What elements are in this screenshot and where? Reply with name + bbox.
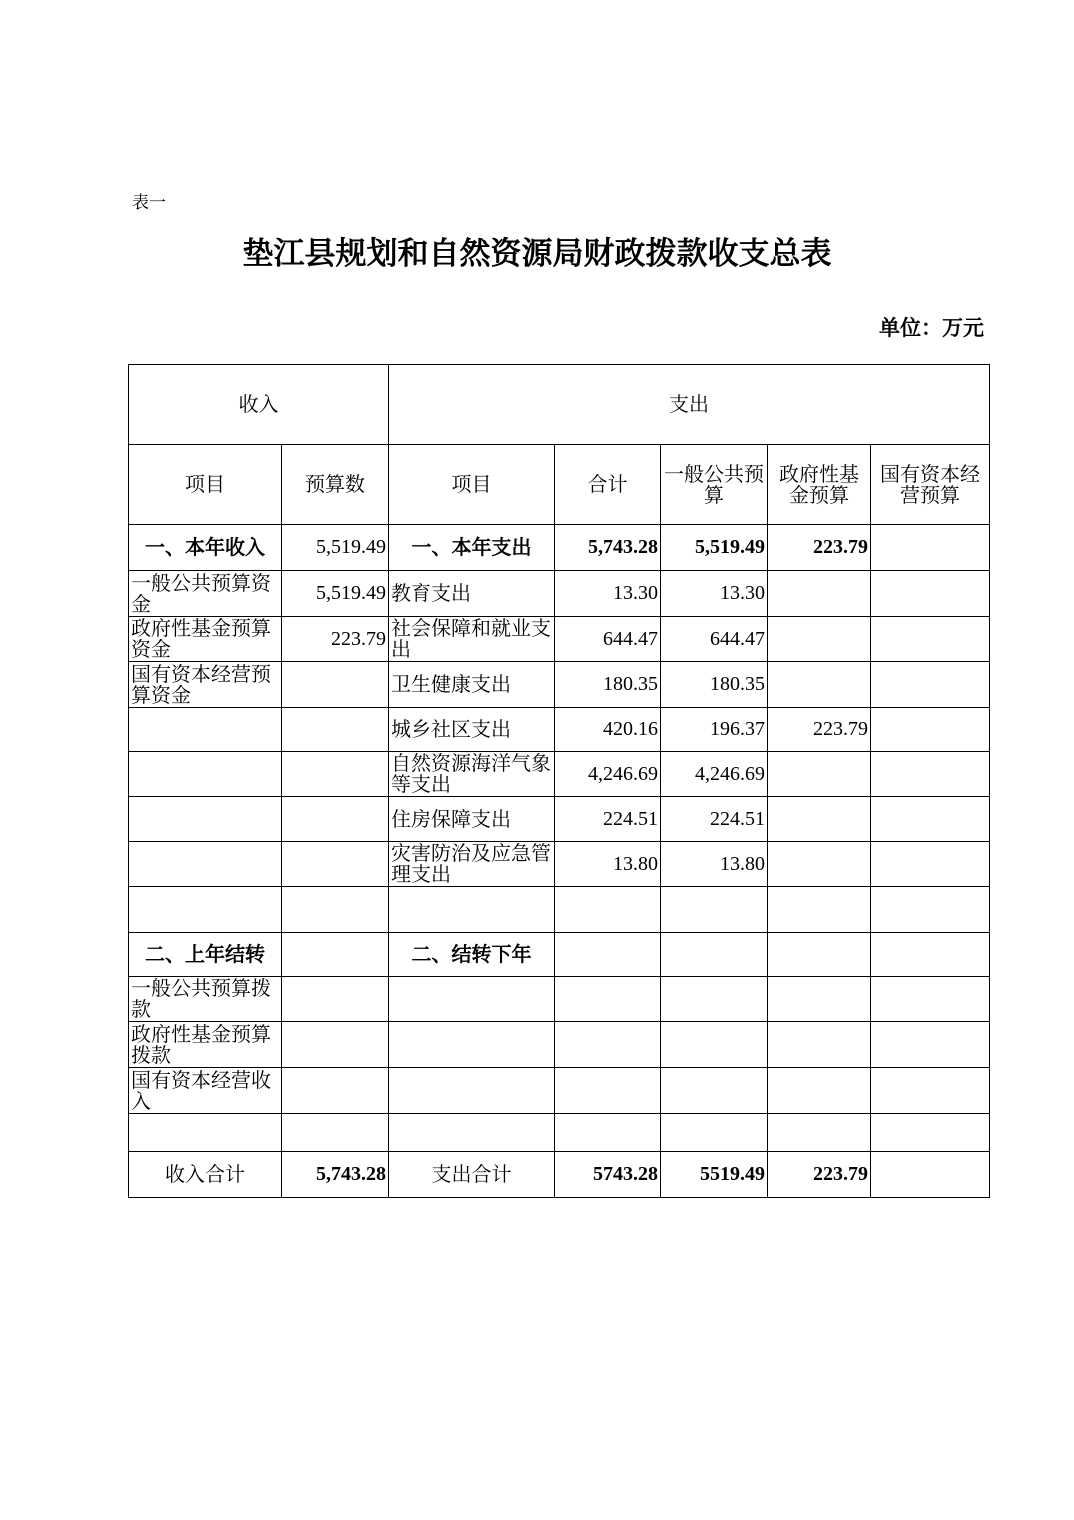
expense-total-cell: 180.35 — [555, 662, 661, 708]
expense-item-cell: 教育支出 — [389, 571, 555, 617]
expense-item-cell: 社会保障和就业支出 — [389, 617, 555, 662]
expense-total-cell: 5,743.28 — [555, 525, 661, 571]
expense-item-cell — [389, 977, 555, 1022]
expense-item-cell — [389, 1068, 555, 1114]
expense-total-cell — [555, 1022, 661, 1068]
income-item-cell — [129, 1114, 282, 1152]
income-value-cell — [282, 662, 389, 708]
expense-general-cell — [661, 933, 768, 977]
income-value-cell — [282, 1068, 389, 1114]
expense-total-cell: 420.16 — [555, 708, 661, 752]
income-value-cell — [282, 752, 389, 797]
expense-total-cell: 13.80 — [555, 842, 661, 887]
expense-total-label: 支出合计 — [389, 1152, 555, 1198]
table-row — [129, 752, 990, 797]
income-total-label: 收入合计 — [129, 1152, 282, 1198]
expense-total-cell: 4,246.69 — [555, 752, 661, 797]
income-value-cell: 5,519.49 — [282, 571, 389, 617]
table-row — [129, 525, 990, 571]
expense-total-cell — [555, 977, 661, 1022]
budget-table — [128, 364, 990, 1198]
expense-total-general: 5519.49 — [661, 1152, 768, 1198]
expense-total-cell — [555, 933, 661, 977]
income-item-cell — [129, 797, 282, 842]
col-header-item: 项目 — [129, 445, 282, 525]
totals-row — [129, 1152, 990, 1198]
table-header-row — [129, 365, 990, 445]
income-item-cell: 政府性基金预算拨款 — [129, 1022, 282, 1068]
expense-state-cell — [871, 887, 990, 933]
income-item-cell: 一般公共预算资金 — [129, 571, 282, 617]
income-value-cell: 5,519.49 — [282, 525, 389, 571]
col-header-general: 一般公共预算 — [661, 445, 768, 525]
table-row — [129, 617, 990, 662]
income-item-cell: 一、本年收入 — [129, 525, 282, 571]
expense-fund-cell — [768, 662, 871, 708]
expense-item-cell: 自然资源海洋气象等支出 — [389, 752, 555, 797]
income-item-cell: 二、上年结转 — [129, 933, 282, 977]
expense-fund-cell — [768, 752, 871, 797]
expense-item-cell: 二、结转下年 — [389, 933, 555, 977]
column-header-row — [129, 445, 990, 525]
expense-state-cell — [871, 662, 990, 708]
table-row — [129, 1022, 990, 1068]
expense-state-cell — [871, 842, 990, 887]
expense-state-cell — [871, 977, 990, 1022]
expense-item-cell: 住房保障支出 — [389, 797, 555, 842]
table-row — [129, 842, 990, 887]
table-row — [129, 977, 990, 1022]
expense-general-cell: 13.30 — [661, 571, 768, 617]
expense-fund-cell: 223.79 — [768, 708, 871, 752]
table-row — [129, 571, 990, 617]
expense-total-fund: 223.79 — [768, 1152, 871, 1198]
table-row — [129, 933, 990, 977]
expense-general-cell — [661, 1022, 768, 1068]
expense-item-cell: 卫生健康支出 — [389, 662, 555, 708]
table-row — [129, 887, 990, 933]
expense-state-cell — [871, 797, 990, 842]
expense-total-cell — [555, 1114, 661, 1152]
page-title: 垫江县规划和自然资源局财政拨款收支总表 — [242, 236, 832, 272]
expense-fund-cell — [768, 1068, 871, 1114]
expense-item-cell — [389, 887, 555, 933]
expense-general-cell — [661, 1114, 768, 1152]
expense-general-cell: 644.47 — [661, 617, 768, 662]
table-row — [129, 1114, 990, 1152]
expense-general-cell: 4,246.69 — [661, 752, 768, 797]
expense-fund-cell — [768, 1022, 871, 1068]
expense-state-cell — [871, 571, 990, 617]
expense-fund-cell — [768, 887, 871, 933]
table-body — [129, 525, 990, 1152]
expense-item-cell — [389, 1022, 555, 1068]
expense-state-cell — [871, 708, 990, 752]
expense-state-cell — [871, 525, 990, 571]
expense-total-cell: 224.51 — [555, 797, 661, 842]
income-item-cell — [129, 842, 282, 887]
expense-state-cell — [871, 1068, 990, 1114]
income-value-cell — [282, 842, 389, 887]
income-value-cell — [282, 708, 389, 752]
income-value-cell — [282, 797, 389, 842]
expense-state-cell — [871, 752, 990, 797]
expense-general-cell: 5,519.49 — [661, 525, 768, 571]
expense-state-cell — [871, 933, 990, 977]
income-value-cell — [282, 977, 389, 1022]
expense-fund-cell — [768, 1114, 871, 1152]
table-row — [129, 708, 990, 752]
col-header-budget: 预算数 — [282, 445, 389, 525]
income-item-cell — [129, 708, 282, 752]
income-total-value: 5,743.28 — [282, 1152, 389, 1198]
expense-general-cell: 13.80 — [661, 842, 768, 887]
expense-total-cell — [555, 887, 661, 933]
col-header-item2: 项目 — [389, 445, 555, 525]
income-value-cell — [282, 1114, 389, 1152]
table-row — [129, 1068, 990, 1114]
income-value-cell: 223.79 — [282, 617, 389, 662]
income-value-cell — [282, 1022, 389, 1068]
expense-fund-cell — [768, 617, 871, 662]
income-item-cell — [129, 887, 282, 933]
expense-total-state — [871, 1152, 990, 1198]
col-header-fund: 政府性基金预算 — [768, 445, 871, 525]
expense-item-cell — [389, 1114, 555, 1152]
expense-fund-cell — [768, 571, 871, 617]
table-label: 表一 — [132, 193, 166, 213]
unit-label: 单位：万元 — [879, 315, 984, 340]
expense-general-cell — [661, 977, 768, 1022]
expense-fund-cell — [768, 977, 871, 1022]
expense-total-value: 5743.28 — [555, 1152, 661, 1198]
income-item-cell: 国有资本经营收入 — [129, 1068, 282, 1114]
expense-general-cell: 196.37 — [661, 708, 768, 752]
expense-state-cell — [871, 1022, 990, 1068]
income-item-cell: 一般公共预算拨款 — [129, 977, 282, 1022]
expense-fund-cell — [768, 797, 871, 842]
expense-total-cell — [555, 1068, 661, 1114]
expense-total-cell: 13.30 — [555, 571, 661, 617]
col-header-state: 国有资本经营预算 — [871, 445, 990, 525]
expense-general-cell — [661, 887, 768, 933]
expense-fund-cell — [768, 933, 871, 977]
table-row — [129, 797, 990, 842]
expense-item-cell: 城乡社区支出 — [389, 708, 555, 752]
expense-header: 支出 — [389, 365, 990, 445]
income-item-cell — [129, 752, 282, 797]
col-header-total: 合计 — [555, 445, 661, 525]
expense-total-cell: 644.47 — [555, 617, 661, 662]
expense-state-cell — [871, 1114, 990, 1152]
income-header: 收入 — [129, 365, 389, 445]
expense-general-cell: 180.35 — [661, 662, 768, 708]
table-row — [129, 662, 990, 708]
income-value-cell — [282, 933, 389, 977]
expense-general-cell: 224.51 — [661, 797, 768, 842]
expense-fund-cell: 223.79 — [768, 525, 871, 571]
income-item-cell: 政府性基金预算资金 — [129, 617, 282, 662]
expense-state-cell — [871, 617, 990, 662]
expense-general-cell — [661, 1068, 768, 1114]
expense-item-cell: 灾害防治及应急管理支出 — [389, 842, 555, 887]
expense-item-cell: 一、本年支出 — [389, 525, 555, 571]
income-item-cell: 国有资本经营预算资金 — [129, 662, 282, 708]
income-value-cell — [282, 887, 389, 933]
expense-fund-cell — [768, 842, 871, 887]
